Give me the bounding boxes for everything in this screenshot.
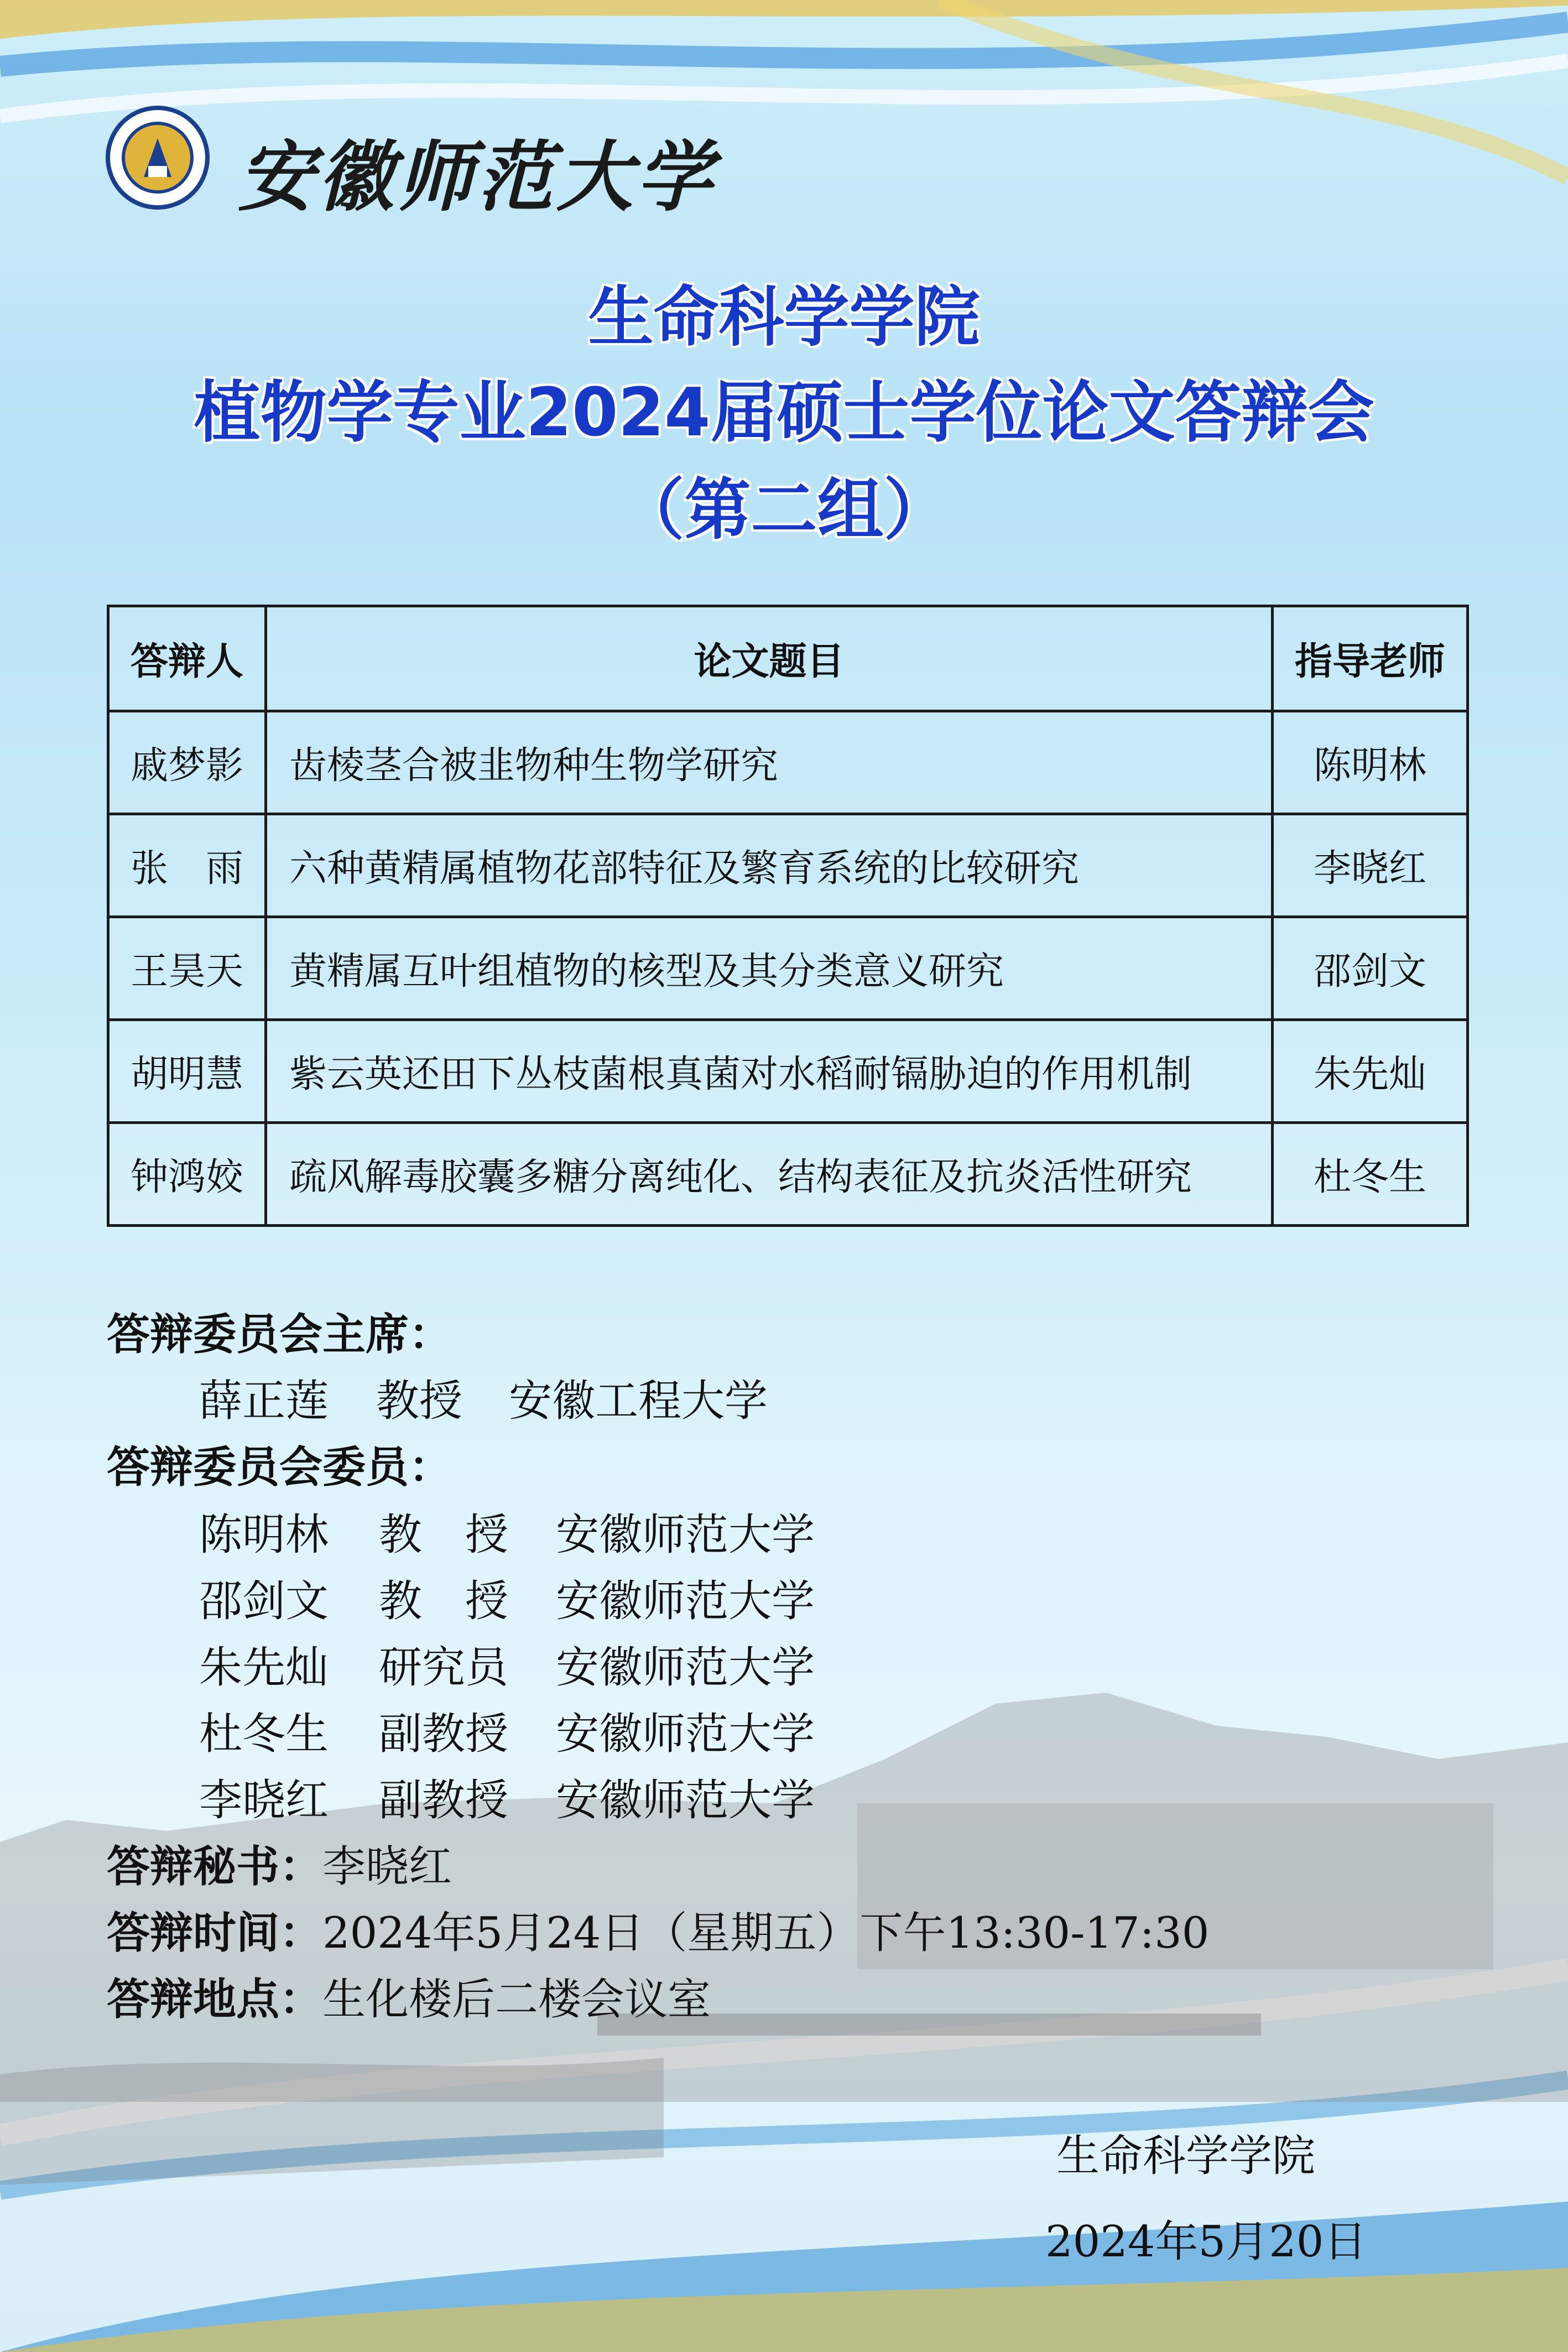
thesis-table: [107, 605, 1469, 1227]
member-title: 教 授: [379, 1510, 509, 1560]
chair-entry: [199, 1366, 768, 1428]
chair-name: 薛正莲: [199, 1376, 329, 1426]
member-entry: [199, 1567, 815, 1628]
university-seal-icon: [105, 105, 210, 210]
chair-org: 安徽工程大学: [509, 1376, 768, 1426]
university-header: [105, 105, 716, 222]
chair-title: 教授: [376, 1376, 463, 1426]
member-entry: [199, 1633, 815, 1695]
secretary-name: 李晓红: [322, 1842, 452, 1892]
member-org: 安徽师范大学: [556, 1510, 815, 1560]
member-name: 朱先灿: [199, 1643, 329, 1693]
advisor-name: 邵剑文: [1273, 917, 1468, 1020]
advisor-name: 朱先灿: [1273, 1020, 1468, 1123]
thesis-topic: 疏风解毒胶囊多糖分离纯化、结构表征及抗炎活性研究: [266, 1123, 1273, 1226]
member-org: 安徽师范大学: [556, 1776, 815, 1825]
member-title: 研究员: [379, 1643, 509, 1693]
member-entry: [199, 1766, 815, 1828]
member-title: 教 授: [379, 1576, 509, 1626]
footer-date: 2024年5月20日: [1045, 2217, 1367, 2267]
member-title: 副教授: [379, 1709, 509, 1759]
advisor-name: 陈明林: [1273, 711, 1468, 814]
member-entry: [199, 1699, 815, 1761]
advisor-name: 杜冬生: [1273, 1123, 1468, 1226]
member-name: 杜冬生: [199, 1709, 329, 1759]
student-name: 胡明慧: [108, 1020, 266, 1123]
defense-title: 植物学专业2024届硕士学位论文答辩会: [194, 374, 1374, 451]
defense-place: 生化楼后二楼会议室: [322, 1975, 711, 2025]
thesis-topic: 黄精属互叶组植物的核型及其分类意义研究: [266, 917, 1273, 1020]
member-org: 安徽师范大学: [556, 1643, 815, 1693]
time-line: [107, 1898, 1209, 1960]
thesis-topic: 齿棱茎合被韭物种生物学研究: [266, 711, 1273, 814]
student-name: 张 雨: [108, 814, 266, 917]
student-name: 王昊天: [108, 917, 266, 1020]
secretary-label: 答辩秘书：: [107, 1842, 323, 1892]
table-header-row: [108, 606, 1468, 711]
table-row: [108, 711, 1468, 814]
secretary-line: [107, 1832, 452, 1894]
advisor-name: 李晓红: [1273, 814, 1468, 917]
university-name: 安徽师范大学: [238, 132, 716, 222]
header-advisor: 指导老师: [1273, 606, 1468, 711]
member-name: 陈明林: [199, 1510, 329, 1560]
student-name: 钟鸿姣: [108, 1123, 266, 1226]
thesis-topic: 六种黄精属植物花部特征及繁育系统的比较研究: [266, 814, 1273, 917]
place-label: 答辩地点：: [107, 1975, 323, 2025]
header-topic: 论文题目: [266, 606, 1273, 711]
member-title: 副教授: [379, 1776, 509, 1825]
table-row: [108, 1020, 1468, 1123]
table-row: [108, 814, 1468, 917]
member-entry: [199, 1500, 815, 1562]
defense-time: 2024年5月24日（星期五）下午13:30-17:30: [322, 1908, 1210, 1958]
place-line: [107, 1965, 711, 2027]
thesis-topic: 紫云英还田下丛枝菌根真菌对水稻耐镉胁迫的作用机制: [266, 1020, 1273, 1123]
group-title: （第二组）: [618, 472, 950, 549]
table-row: [108, 917, 1468, 1020]
time-label: 答辩时间：: [107, 1908, 323, 1958]
student-name: 戚梦影: [108, 711, 266, 814]
college-title: 生命科学学院: [588, 279, 980, 355]
header-student: 答辩人: [108, 606, 266, 711]
chair-label: 答辩委员会主席：: [107, 1310, 452, 1360]
footer-org: 生命科学学院: [1056, 2131, 1316, 2181]
member-org: 安徽师范大学: [556, 1709, 815, 1759]
table-row: [108, 1123, 1468, 1226]
member-name: 邵剑文: [199, 1576, 329, 1626]
member-org: 安徽师范大学: [556, 1576, 815, 1626]
members-label: 答辩委员会委员：: [107, 1443, 452, 1492]
member-name: 李晓红: [199, 1776, 329, 1825]
